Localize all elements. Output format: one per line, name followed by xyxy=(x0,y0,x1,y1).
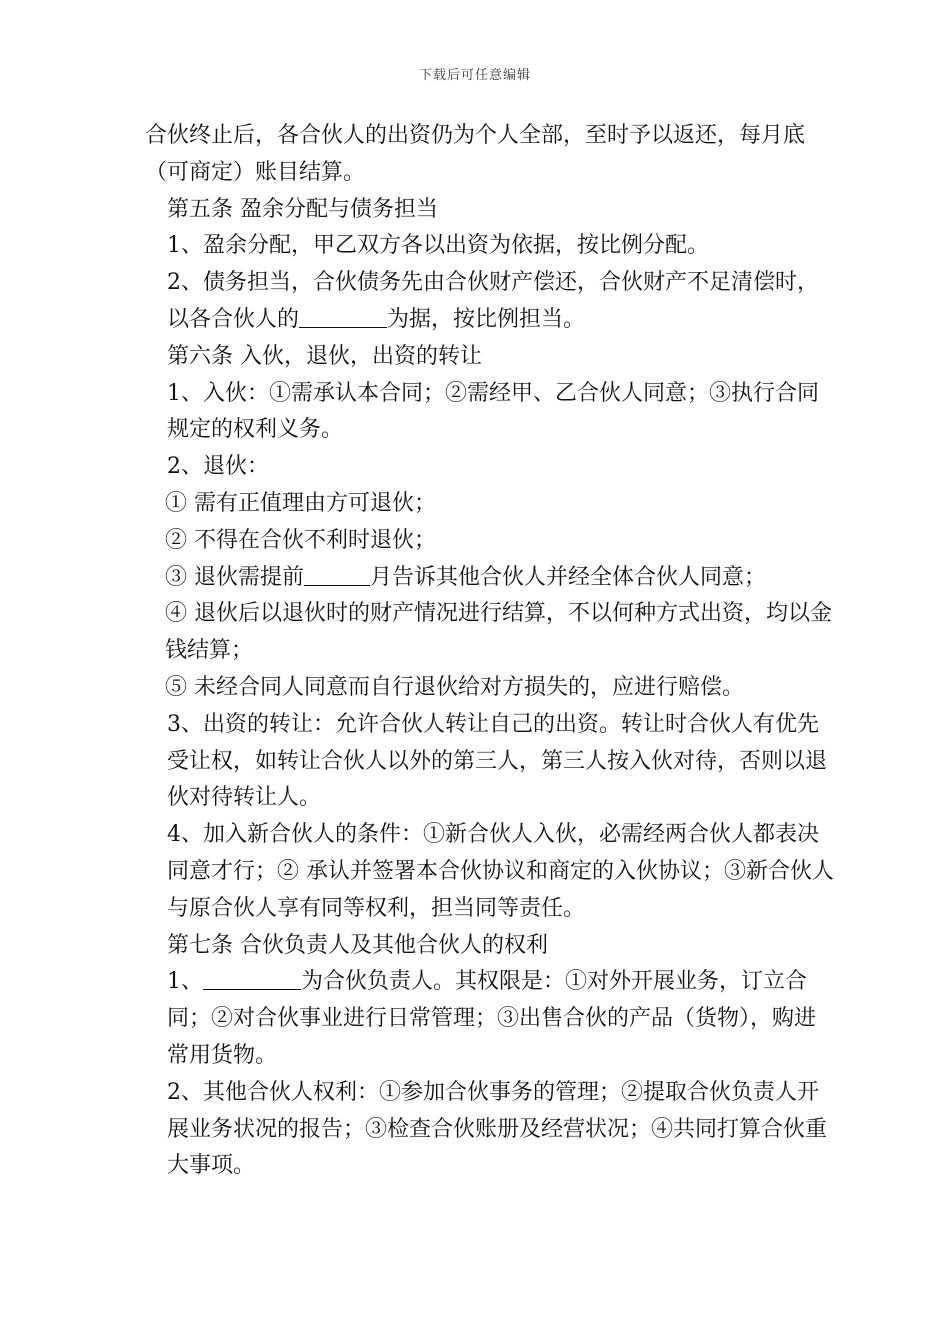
clause-text: 为合伙负责人。其权限是：①对外开展业务，订立合同；②对合伙事业进行日常管理；③出售合伙的产品（货物），购进常用货物。 xyxy=(167,969,817,1068)
clause-text: ③ 退伙需提前 xyxy=(165,564,304,590)
clause-text: 为据，按比例担当。 xyxy=(387,306,586,332)
sub-clause: ① 需有正值理由方可退伙； xyxy=(165,490,436,516)
sub-clause: ⑤ 未经合同人同意而自行退伙给对方损失的，应进行赔偿。 xyxy=(165,674,744,700)
paragraph: 合伙终止后，各合伙人的出资仍为个人全部，至时予以返还，每月底（可商定）账目结算。 xyxy=(145,123,806,185)
clause xyxy=(145,964,835,1074)
document-body xyxy=(145,118,835,1185)
clause-text: 2、债务担当，合伙债务先由合伙财产偿还，合伙财产不足清偿时，以各合伙人的 xyxy=(167,270,819,332)
clause-text: 1、 xyxy=(167,969,203,995)
article-heading: 第六条 入伙，退伙，出资的转让 xyxy=(167,343,482,369)
fill-in-blank xyxy=(299,305,387,328)
article-heading: 第七条 合伙负责人及其他合伙人的权利 xyxy=(167,932,548,958)
sub-clause: ④ 退伙后以退伙时的财产情况进行结算，不以何种方式出资，均以金钱结算； xyxy=(165,601,832,664)
clause: 2、退伙： xyxy=(167,454,269,480)
clause: 3、出资的转让：允许合伙人转让自己的出资。转让时合伙人有优先受让权，如转让合伙人以外的第三人，第三人按入伙对待，否则以退伙对待转让人。 xyxy=(167,711,828,811)
clause xyxy=(145,265,835,339)
clause: 1、入伙：①需承认本合同；②需经甲、乙合伙人同意；③执行合同规定的权利义务。 xyxy=(167,380,819,443)
clause: 4、加入新合伙人的条件：①新合伙人入伙，必需经两合伙人都表决同意才行；② 承认并签署本合伙协议和商定的入伙协议；③新合伙人与原合伙人享有同等权利，担当同等责任。 xyxy=(167,822,834,921)
fill-in-blank xyxy=(304,563,370,586)
fill-in-blank xyxy=(203,967,301,990)
clause: 2、其他合伙人权利：①参加合伙事务的管理；②提取合伙负责人开展业务状况的报告；③检查合伙账册及经营状况；④共同打算合伙重大事项。 xyxy=(167,1079,828,1179)
sub-clause xyxy=(145,560,835,597)
clause: 1、盈余分配，甲乙双方各以出资为依据，按比例分配。 xyxy=(167,233,709,259)
page-header: 下载后可任意编辑 xyxy=(418,68,531,83)
clause-text: 月告诉其他合伙人并经全体合伙人同意； xyxy=(370,564,767,590)
sub-clause: ② 不得在合伙不利时退伙； xyxy=(165,527,436,553)
article-heading: 第五条 盈余分配与债务担当 xyxy=(167,196,438,222)
